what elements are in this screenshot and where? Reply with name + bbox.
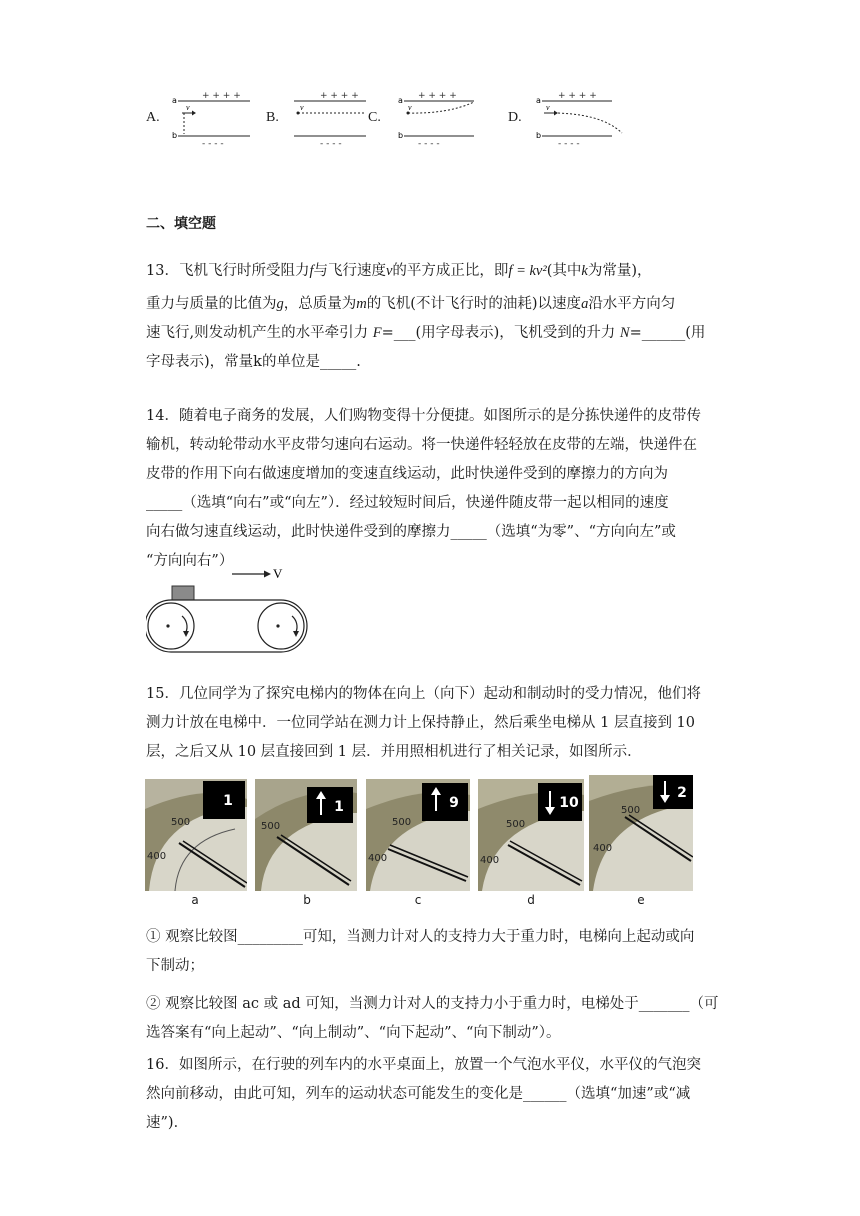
plate-top-charges: + + + + — [418, 91, 457, 101]
question-16 — [146, 1051, 718, 1138]
scale-photo-d — [478, 779, 584, 907]
option-d-diagram — [530, 88, 640, 148]
q13-text: 的单位是_____. — [261, 354, 361, 370]
answer-options — [146, 88, 746, 148]
photo-label: a — [191, 893, 199, 907]
var-m: m — [356, 296, 367, 312]
formula: f = kv² — [508, 263, 547, 279]
velocity-label: v — [546, 103, 550, 112]
plate-a-label: a — [172, 96, 177, 105]
q13-line-3 — [146, 319, 718, 348]
velocity-label: v — [300, 103, 304, 112]
option-b-diagram — [286, 88, 376, 148]
question-13 — [146, 257, 718, 377]
q15-sub-line: ② 观察比较图 ac 或 ad 可知，当测力计对人的支持力小于重力时，电梯处于_______（可 — [146, 996, 719, 1012]
q14-line: 输机，转动轮带动水平皮带匀速向右运动。将一快递件轻轻放在皮带的左端，快递件在 — [146, 437, 697, 453]
belt-right-curve — [281, 600, 307, 652]
q13-text: 与飞行速度 — [313, 263, 386, 279]
option-label: B. — [266, 110, 279, 125]
option-label: D. — [508, 110, 522, 125]
option-a[interactable] — [146, 88, 266, 148]
svg-text:400: 400 — [480, 855, 500, 866]
var-k: k — [253, 354, 262, 370]
photo-label: b — [303, 893, 311, 907]
q13-text: 沿水平方向匀 — [588, 296, 676, 312]
q14-line: 向右做匀速直线运动，此时快递件受到的摩擦力_____（选填“为零”、“方向向左”或 — [146, 524, 676, 540]
plate-a-label: a — [398, 96, 403, 105]
svg-text:500: 500 — [171, 817, 191, 828]
question-15 — [146, 680, 718, 767]
right-axle — [276, 624, 279, 627]
svg-text:10: 10 — [559, 795, 579, 811]
velocity-arrowhead — [192, 111, 196, 116]
q13-text: 13．飞机飞行时所受阻力 — [146, 263, 310, 279]
charge-dot — [297, 112, 300, 115]
plate-top-charges: + + + + — [320, 91, 359, 101]
q15-line: 层，之后又从 10 层直接回到 1 层．并用照相机进行了相关记录，如图所示． — [146, 744, 642, 760]
svg-text:400: 400 — [593, 843, 613, 854]
svg-text:400: 400 — [147, 851, 167, 862]
photo-label: e — [637, 893, 645, 907]
velocity-label: v — [186, 103, 190, 112]
svg-text:1: 1 — [334, 799, 344, 815]
svg-text:500: 500 — [261, 821, 281, 832]
section-title: 二、填空题 — [146, 216, 216, 232]
q13-text: 的飞机(不计飞行时的油耗)以速度 — [366, 296, 582, 312]
scale-photo-strip — [145, 779, 693, 911]
var-g: g — [276, 296, 284, 312]
q15-sub-line: 下制动； — [146, 958, 204, 974]
var-v: v — [385, 263, 393, 279]
var-N: N — [619, 325, 630, 341]
left-rotation-arrowhead — [183, 631, 189, 637]
q13-text: 速飞行,则发动机产生的水平牵引力 — [146, 325, 373, 341]
q15-line: 15．几位同学为了探究电梯内的物体在向上（向下）起动和制动时的受力情况，他们将 — [146, 686, 701, 702]
q13-text: 字母表示)，常量 — [146, 354, 254, 370]
q15-sub-line: 选答案有“向上起动”、“向上制动”、“向下起动”、“向下制动”）。 — [146, 1025, 561, 1041]
q14-line: 皮带的作用下向右做速度增加的变速直线运动，此时快递件受到的摩擦力的方向为 — [146, 466, 668, 482]
plate-bottom-charges: - - - - — [558, 139, 580, 148]
left-axle — [166, 624, 169, 627]
q15-sub-line: ① 观察比较图_________可知，当测力计对人的支持力大于重力时，电梯向上起动或向 — [146, 929, 695, 945]
left-rotation-arrow — [182, 616, 187, 632]
question-15-part-2 — [146, 990, 718, 1048]
plate-a-label: a — [536, 96, 541, 105]
var-f: f — [309, 263, 314, 279]
q16-line: 然向前移动，由此可知，列车的运动状态可能发生的变化是______（选填“加速”或“减 — [146, 1086, 691, 1102]
scale-photo-e — [589, 775, 693, 907]
option-label: C. — [368, 110, 381, 125]
photo-label: c — [414, 893, 422, 907]
q14-line: _____（选填“向右”或“向左”）．经过较短时间后，快递件随皮带一起以相同的速度 — [146, 495, 669, 511]
q16-line: 16．如图所示，在行驶的列车内的水平桌面上，放置一个气泡水平仪，水平仪的气泡突 — [146, 1057, 701, 1073]
scale-photo-a — [145, 779, 247, 907]
svg-text:400: 400 — [368, 853, 388, 864]
option-label: A. — [146, 110, 160, 125]
q16-line: 速”)． — [146, 1115, 189, 1131]
svg-text:500: 500 — [621, 805, 641, 816]
q13-text: 为常量)， — [587, 263, 652, 279]
scale-photo-c — [366, 779, 470, 907]
photo-label: d — [527, 893, 535, 907]
q13-text: (其中 — [546, 263, 582, 279]
right-rotation-arrow — [292, 616, 297, 632]
q14-line: 14．随着电子商务的发展，人们购物变得十分便捷。如图所示的是分拣快递件的皮带传 — [146, 408, 701, 424]
q13-line-1 — [146, 257, 718, 286]
velocity-label: v — [408, 103, 412, 112]
q15-line: 测力计放在电梯中．一位同学站在测力计上保持静止，然后乘坐电梯从 1 层直接到 10 — [146, 715, 696, 731]
plate-bottom-charges: - - - - — [202, 139, 224, 148]
var-a: a — [581, 296, 589, 312]
velocity-arrowhead — [264, 571, 271, 578]
plate-b-label: b — [398, 131, 404, 140]
question-14 — [146, 402, 718, 576]
plate-b-label: b — [172, 131, 178, 140]
trajectory-path — [408, 102, 474, 113]
plate-top-charges: + + + + — [558, 91, 597, 101]
option-a-diagram — [172, 88, 262, 148]
q13-text: 重力与质量的比值为 — [146, 296, 277, 312]
q13-text: ，总质量为 — [283, 296, 357, 312]
svg-text:500: 500 — [506, 819, 526, 830]
q13-text: =___(用字母表示)，飞机受到的升力 — [381, 325, 620, 341]
svg-text:500: 500 — [392, 817, 412, 828]
svg-text:2: 2 — [677, 785, 687, 801]
var-F: F — [372, 325, 382, 341]
question-15-part-1 — [146, 923, 718, 981]
q13-line-2 — [146, 290, 718, 319]
option-c[interactable] — [368, 88, 508, 148]
plate-b-label: b — [536, 131, 542, 140]
plate-top-charges: + + + + — [202, 91, 241, 101]
plate-bottom-charges: - - - - — [320, 139, 342, 148]
plate-bottom-charges: - - - - — [418, 139, 440, 148]
svg-text:9: 9 — [449, 795, 459, 811]
svg-text:1: 1 — [223, 793, 233, 809]
conveyor-belt-figure — [146, 566, 316, 658]
q13-text: =______(用 — [629, 325, 706, 341]
option-d[interactable] — [508, 88, 648, 148]
package-box — [172, 586, 194, 600]
velocity-label: V — [273, 566, 283, 581]
q14-line: “方向向右”） — [146, 553, 234, 569]
q13-text: 的平方成正比，即 — [392, 263, 509, 279]
right-rotation-arrowhead — [293, 631, 299, 637]
option-c-diagram — [388, 88, 488, 148]
q13-line-4 — [146, 348, 718, 377]
trajectory-path — [546, 113, 622, 133]
scale-photo-b — [255, 779, 357, 907]
var-k: k — [581, 263, 588, 279]
